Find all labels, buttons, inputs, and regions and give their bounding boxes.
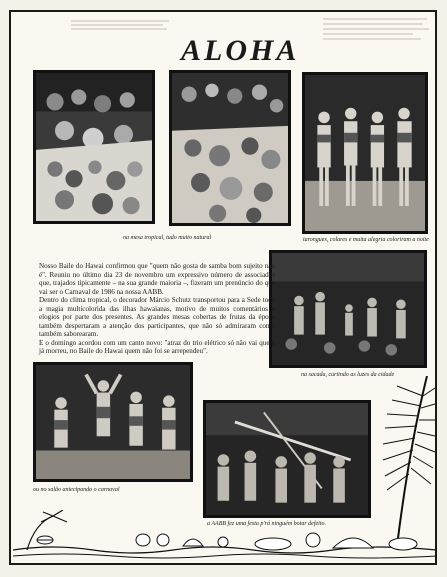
photo-salon-dancers xyxy=(33,362,193,482)
caption-salon: ou no salão antecipando o carnaval xyxy=(33,487,120,493)
magazine-page xyxy=(9,10,437,565)
caption-terrace: na sacada, curtindo as luzes da cidade xyxy=(301,372,395,378)
article-paragraph: Nosso Baile do Hawai confirmou que "quem não gosta de samba bom sujeito não é". Reuniu no último dia 23 de novembro um expressivo número de associados que, trajados tipicamente – na sua grande maioria –, fizeram um prenúncio do que vai ser o Carnaval de 1986 na nossa AABB. xyxy=(39,262,275,296)
caption-sarongs: tarongues, colares e muita alegria coloriram a noite xyxy=(303,237,429,243)
article-paragraph: E o domingo acordou com um canto novo: "atraz do trio elétrico só não vai quem já morreu, no Baile do Hawai quem não foi se arrependeu". xyxy=(39,338,275,355)
photo-party-crowd xyxy=(203,400,371,518)
caption-tropical-table: na mesa tropical, tudo muito natural xyxy=(123,235,212,241)
beach-scene-illustration xyxy=(13,510,437,564)
article-body xyxy=(39,262,275,356)
show-through-text-left xyxy=(71,18,171,35)
article-paragraph: Dentro do clima tropical, o decorador Márcio Schutz transportou para a Sede toda a magia multicolorida das ilhas hawaianas, motivo de muitos comentários e elogios por parte dos presentes. As grandes mesas cobertas de frutas da época também despertaram a atenção dos participantes, que não só admiraram como também saborearam. xyxy=(39,296,275,338)
photo-tropical-table-1 xyxy=(33,70,155,224)
page-title: ALOHA xyxy=(181,34,300,67)
photo-women-in-sarongs xyxy=(302,72,428,234)
caption-aabb: a AABB fez uma festa p'rá ninguém botar defeito. xyxy=(207,521,326,527)
show-through-text-right xyxy=(323,16,431,45)
photo-tropical-table-2 xyxy=(169,70,291,226)
photo-dancers-lagoon xyxy=(269,250,427,368)
